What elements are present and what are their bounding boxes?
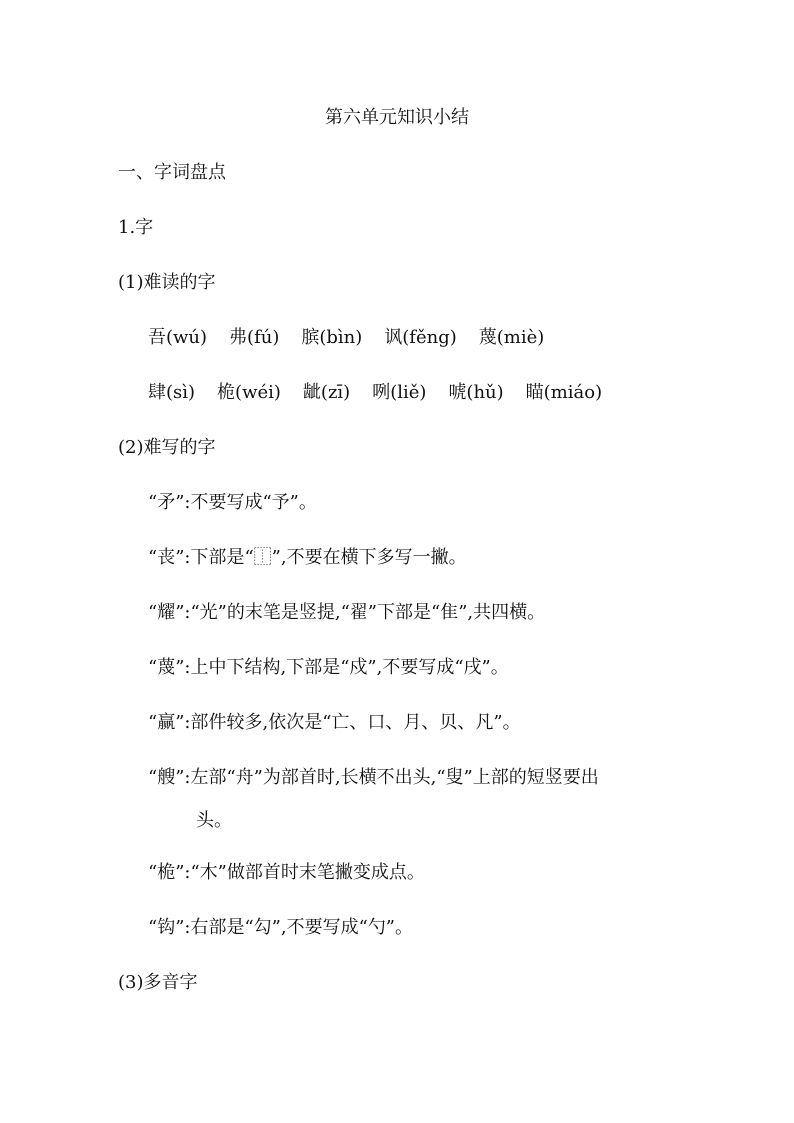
- read-word: 弗(fú): [229, 327, 280, 348]
- note-line: “丧”:下部是“⿰”,不要在横下多写一撇。: [148, 547, 467, 568]
- read-word: 肆(sì): [148, 382, 196, 403]
- read-word: 蔑(miè): [478, 327, 545, 348]
- subheading-characters: 1.字: [118, 217, 154, 238]
- read-row-2: [148, 380, 624, 406]
- note-line-continuation: 头。: [196, 810, 232, 831]
- page-title: 第六单元知识小结: [325, 107, 469, 128]
- read-word: 桅(wéi): [217, 382, 281, 403]
- note-line: “艘”:左部“舟”为部首时,长横不出头,“叟”上部的短竖要出: [148, 767, 599, 788]
- note-line: “赢”:部件较多,依次是“亡、口、月、贝、凡”。: [148, 712, 521, 733]
- read-word: 咧(liě): [372, 382, 427, 403]
- item-hard-to-write: (2)难写的字: [118, 437, 216, 458]
- note-line: “钩”:右部是“勾”,不要写成“勺”。: [148, 917, 413, 938]
- note-line: “耀”:“光”的末笔是竖提,“翟”下部是“隹”,共四横。: [148, 602, 546, 623]
- read-word: 瞄(miáo): [525, 382, 603, 403]
- read-row-1: [148, 325, 566, 351]
- read-word: 膑(bìn): [301, 327, 363, 348]
- read-word: 龇(zī): [302, 382, 351, 403]
- item-polyphonic: (3)多音字: [118, 972, 198, 993]
- read-word: 唬(hǔ): [448, 382, 504, 403]
- item-hard-to-read: (1)难读的字: [118, 272, 216, 293]
- section-heading-word-review: 一、字词盘点: [118, 162, 226, 183]
- note-line: “蔑”:上中下结构,下部是“戍”,不要写成“戌”。: [148, 657, 509, 678]
- read-word: 吾(wú): [148, 327, 208, 348]
- read-word: 讽(fěng): [384, 327, 457, 348]
- note-line: “桅”:“木”做部首时末笔撇变成点。: [148, 862, 425, 883]
- note-line: “矛”:不要写成“予”。: [148, 492, 317, 513]
